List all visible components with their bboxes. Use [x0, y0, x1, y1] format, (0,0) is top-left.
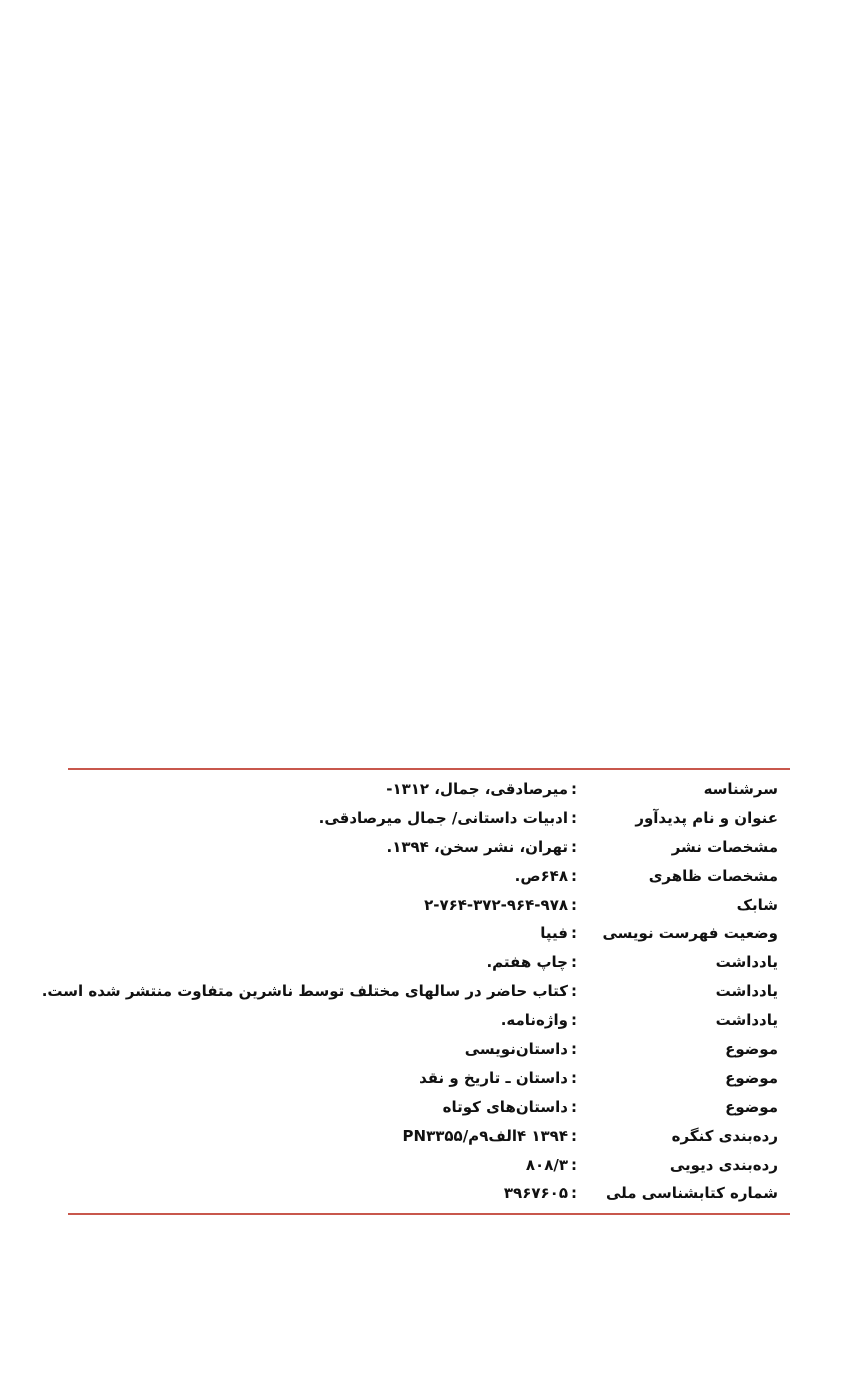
row-label: مشخصات نشر — [671, 837, 778, 856]
row-label: یادداشت — [715, 953, 778, 972]
record-row-publication — [68, 833, 790, 862]
row-colon: : — [571, 1155, 577, 1174]
record-row-note — [68, 948, 790, 977]
row-value: ادبیات داستانی/ جمال میرصادقی. — [318, 808, 568, 827]
row-colon: : — [571, 780, 577, 798]
record-row-subject — [68, 1064, 790, 1093]
row-value: ۲-۷۶۴-۳۷۲-۹۶۴-۹۷۸ — [424, 895, 568, 914]
row-colon: : — [571, 837, 577, 856]
row-value: کتاب حاضر در سالهای مختلف توسط ناشرین متفاوت منتشر شده است. — [41, 982, 568, 1001]
record-row-physical — [68, 862, 790, 891]
record-row-title — [68, 804, 790, 833]
row-colon: : — [571, 1097, 577, 1116]
row-colon: : — [571, 953, 577, 972]
row-value: واژه‌نامه. — [500, 1011, 568, 1030]
row-colon: : — [571, 1040, 577, 1059]
record-row-note — [68, 1006, 790, 1035]
row-colon: : — [571, 808, 577, 827]
record-row-cataloging-status — [68, 919, 790, 948]
row-colon: : — [571, 1011, 577, 1030]
record-row-lc-classification — [68, 1122, 790, 1151]
row-colon: : — [571, 866, 577, 885]
row-value: چاپ هفتم. — [486, 953, 568, 972]
row-label: وضعیت فهرست نویسی — [602, 924, 778, 943]
row-label: عنوان و نام پدیدآور — [635, 808, 778, 827]
record-row-note — [41, 977, 790, 1006]
row-colon: : — [571, 1184, 577, 1203]
row-label: مشخصات ظاهری — [648, 866, 778, 885]
record-row-isbn — [68, 891, 790, 920]
row-label: رده‌بندی کنگره — [671, 1126, 778, 1145]
row-label: موضوع — [725, 1040, 778, 1059]
row-colon: : — [571, 1068, 577, 1087]
row-label: موضوع — [725, 1097, 778, 1116]
row-label: رده‌بندی دیویی — [669, 1155, 778, 1174]
catalog-record — [41, 775, 790, 1208]
row-value: میرصادقی، جمال، ۱۳۱۲- — [386, 780, 568, 798]
row-value: ۸۰۸/۳ — [525, 1155, 568, 1174]
row-value: ۱۳۹۴ ۴الف۹م/PN۳۳۵۵ — [402, 1126, 568, 1145]
row-label: یادداشت — [715, 1011, 778, 1030]
top-rule — [68, 768, 790, 770]
row-colon: : — [571, 1126, 577, 1145]
row-colon: : — [571, 895, 577, 914]
row-value: داستان ـ تاریخ و نقد — [419, 1068, 568, 1087]
record-row-dewey-classification — [68, 1151, 790, 1180]
row-label: شابک — [736, 895, 778, 914]
record-row-main-entry — [68, 775, 790, 804]
row-label: سرشناسه — [703, 780, 778, 798]
row-value: تهران، نشر سخن، ۱۳۹۴. — [386, 837, 568, 856]
record-row-national-bibliography-number — [68, 1179, 790, 1208]
row-colon: : — [571, 924, 577, 943]
record-row-subject — [68, 1035, 790, 1064]
row-label: شماره کتابشناسی ملی — [605, 1184, 778, 1203]
row-value: فیپا — [540, 924, 568, 943]
row-value: داستان‌های کوتاه — [442, 1097, 568, 1116]
row-label: موضوع — [725, 1068, 778, 1087]
row-value: ۶۴۸ص. — [514, 866, 568, 885]
row-colon: : — [571, 982, 577, 1001]
record-row-subject — [68, 1093, 790, 1122]
row-label: یادداشت — [715, 982, 778, 1001]
row-value: داستان‌نویسی — [464, 1040, 568, 1059]
row-value: ۳۹۶۷۶۰۵ — [503, 1184, 568, 1203]
bottom-rule — [68, 1213, 790, 1215]
